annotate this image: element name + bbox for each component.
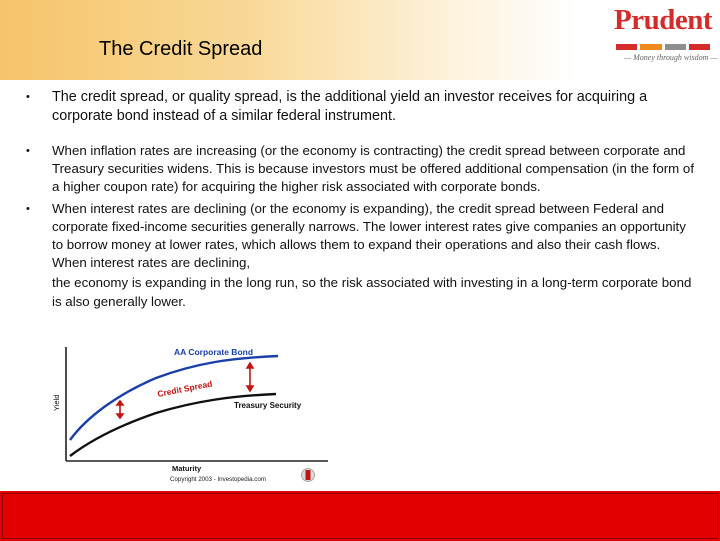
bullet-item xyxy=(26,142,696,197)
bullet-dot: • xyxy=(26,91,30,103)
bullet-item xyxy=(26,88,696,126)
treasury-curve-label: Treasury Security xyxy=(234,401,302,410)
logo-wordmark: Prudent xyxy=(614,4,712,36)
slide-title: The Credit Spread xyxy=(99,38,263,60)
spread-arrow-large xyxy=(247,363,253,391)
x-axis-label: Maturity xyxy=(172,464,202,473)
bullet-item xyxy=(26,200,696,273)
bullet-list xyxy=(26,88,696,311)
footer-bar xyxy=(0,490,720,541)
bullet-dot: • xyxy=(26,202,30,215)
spread-arrow-small xyxy=(117,401,123,418)
corporate-curve-label: AA Corporate Bond xyxy=(174,347,254,357)
bullet-text: When interest rates are declining (or the economy is expanding), the credit spread between Federal and corporate fixed-income securities generally narrows. The lower interest rates give companies an opportunity to borrow money at lower rates, which allows them to expand their operations and also their cash flows. When interest rates are declining, xyxy=(52,200,686,271)
footer-border xyxy=(2,493,718,539)
bullet-continuation: the economy is expanding in the long run, so the risk associated with investing in a long-term corporate bond is also generally lower. xyxy=(52,275,692,309)
bullet-text: When inflation rates are increasing (or the economy is contracting) the credit spread between corporate and Treasury securities widens. This is because investors must be offered additional compensation (in the form of a higher coupon rate) for acquiring the higher risk associated with corporate bonds. xyxy=(52,143,695,195)
logo-tagline: — Money through wisdom — xyxy=(624,53,718,62)
credit-spread-diagram xyxy=(46,343,336,488)
logo-color-bars xyxy=(616,44,710,50)
bullet-text: The credit spread, or quality spread, is the additional yield an investor receives for acquiring a corporate bond instead of a similar federal instrument. xyxy=(52,89,648,124)
investopedia-logo-icon xyxy=(302,469,315,482)
prudent-logo xyxy=(606,4,716,66)
copyright-text: Copyright 2003 - Investopedia.com xyxy=(170,476,266,483)
credit-spread-label: Credit Spread xyxy=(156,378,214,399)
bullet-dot: • xyxy=(26,145,30,157)
y-axis-label: Yield xyxy=(52,394,61,411)
